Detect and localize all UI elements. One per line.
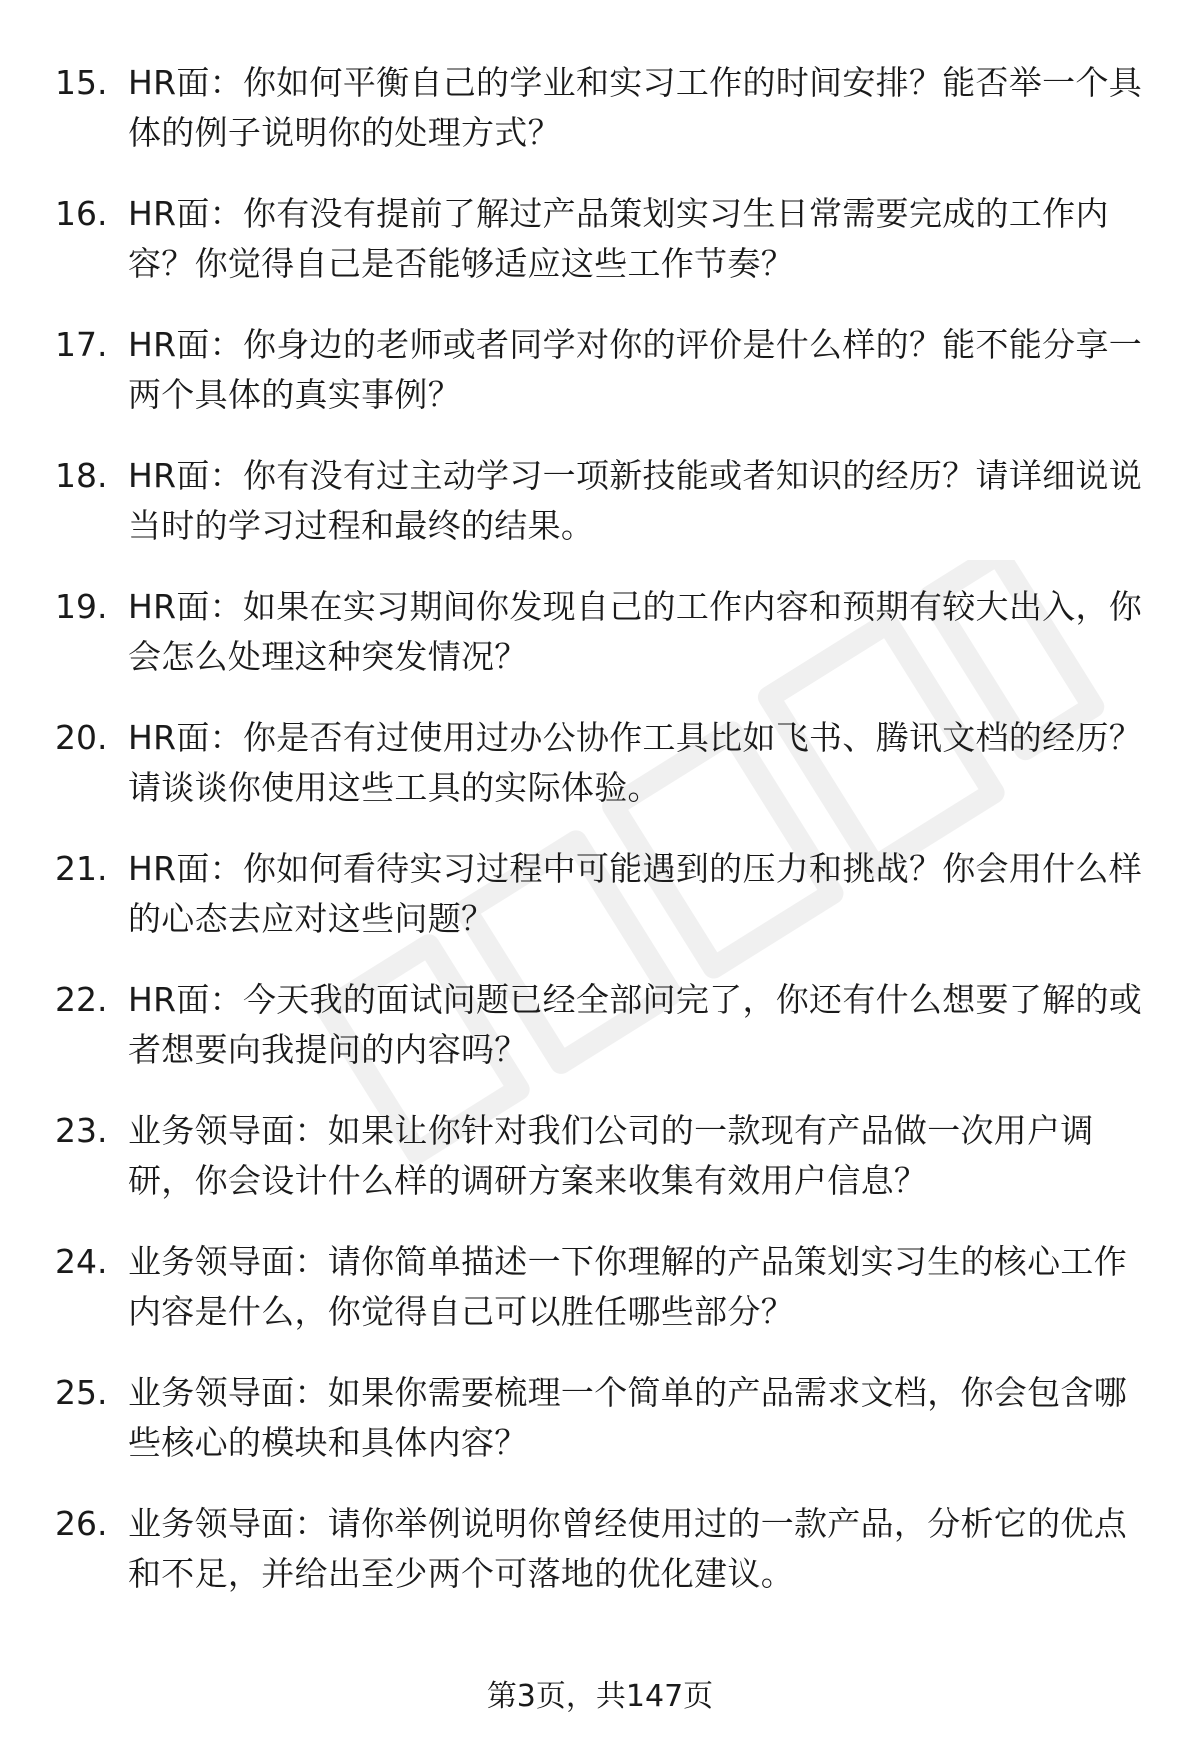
question-number: 19. bbox=[55, 587, 108, 626]
question-number: 22. bbox=[55, 980, 108, 1019]
question-text: 业务领导面：如果让你针对我们公司的一款现有产品做一次用户调研，你会设计什么样的调研方案来收集有效用户信息？ bbox=[128, 1111, 1094, 1200]
question-number: 21. bbox=[55, 849, 108, 888]
page-footer: 第3页，共147页 bbox=[486, 1679, 714, 1714]
question-item bbox=[0, 58, 1200, 189]
question-item bbox=[0, 975, 1200, 1106]
question-text: HR面：你是否有过使用过办公协作工具比如飞书、腾讯文档的经历？请谈谈你使用这些工具的实际体验。 bbox=[128, 718, 1143, 807]
question-number: 26. bbox=[55, 1504, 108, 1543]
question-number: 23. bbox=[55, 1111, 108, 1150]
question-text: HR面：你如何平衡自己的学业和实习工作的时间安排？能否举一个具体的例子说明你的处理方式？ bbox=[128, 63, 1143, 152]
question-text: HR面：你有没有过主动学习一项新技能或者知识的经历？请详细说说当时的学习过程和最终的结果。 bbox=[128, 456, 1143, 545]
question-number: 15. bbox=[55, 63, 108, 102]
question-number: 24. bbox=[55, 1242, 108, 1281]
question-text: HR面：你如何看待实习过程中可能遇到的压力和挑战？你会用什么样的心态去应对这些问题？ bbox=[128, 849, 1143, 938]
question-item bbox=[0, 1499, 1200, 1630]
question-list bbox=[0, 58, 1200, 1630]
question-number: 18. bbox=[55, 456, 108, 495]
question-item bbox=[0, 713, 1200, 844]
question-item bbox=[0, 582, 1200, 713]
question-item bbox=[0, 844, 1200, 975]
question-number: 17. bbox=[55, 325, 108, 364]
question-number: 20. bbox=[55, 718, 108, 757]
question-item bbox=[0, 320, 1200, 451]
question-text: HR面：今天我的面试问题已经全部问完了，你还有什么想要了解的或者想要向我提问的内容吗？ bbox=[128, 980, 1143, 1069]
question-item bbox=[0, 189, 1200, 320]
question-text: HR面：如果在实习期间你发现自己的工作内容和预期有较大出入，你会怎么处理这种突发情况？ bbox=[128, 587, 1143, 676]
question-text: 业务领导面：请你举例说明你曾经使用过的一款产品，分析它的优点和不足，并给出至少两个可落地的优化建议。 bbox=[128, 1504, 1127, 1593]
question-item bbox=[0, 1106, 1200, 1237]
question-text: 业务领导面：请你简单描述一下你理解的产品策划实习生的核心工作内容是什么，你觉得自己可以胜任哪些部分？ bbox=[128, 1242, 1127, 1331]
question-item bbox=[0, 1237, 1200, 1368]
question-number: 25. bbox=[55, 1373, 108, 1412]
question-item bbox=[0, 451, 1200, 582]
question-text: HR面：你身边的老师或者同学对你的评价是什么样的？能不能分享一两个具体的真实事例？ bbox=[128, 325, 1143, 414]
question-number: 16. bbox=[55, 194, 108, 233]
question-text: 业务领导面：如果你需要梳理一个简单的产品需求文档，你会包含哪些核心的模块和具体内容？ bbox=[128, 1373, 1127, 1462]
question-item bbox=[0, 1368, 1200, 1499]
question-text: HR面：你有没有提前了解过产品策划实习生日常需要完成的工作内容？你觉得自己是否能够适应这些工作节奏？ bbox=[128, 194, 1109, 283]
